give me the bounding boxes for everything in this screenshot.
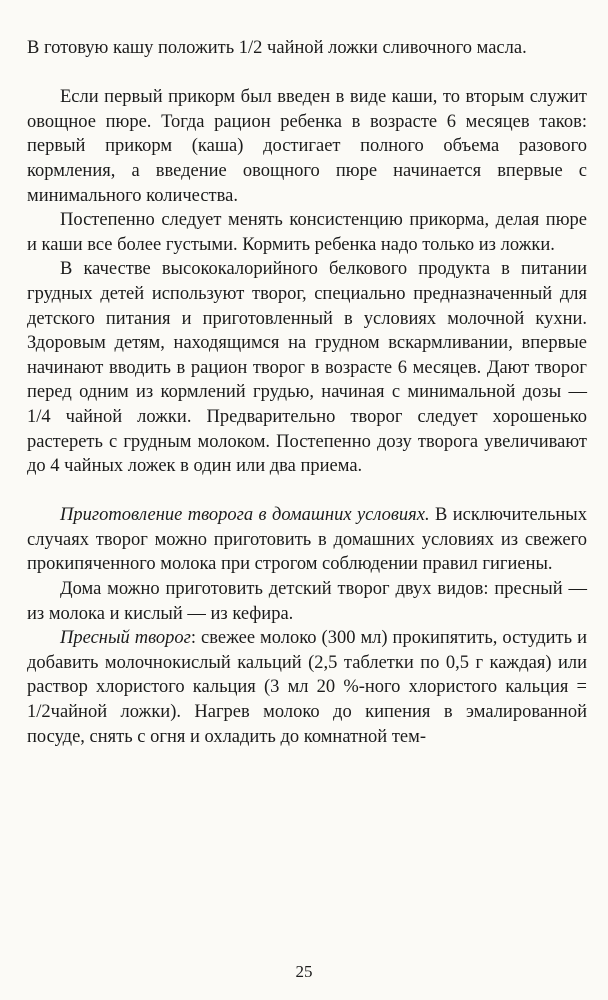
- section-heading-home-cottage-cheese: Приготовление творога в домашних условиях.: [60, 505, 430, 526]
- subheading-fresh-cottage-cheese: Пресный творог: [60, 628, 191, 649]
- paragraph-2: Если первый прикорм был введен в виде каши, то вторым служит овощное пюре. Тогда рацион ребенка в возрасте 6 месяцев таков: первый прикорм (каша) достигает полного объема разового кормления, а введение овощного пюре начинается впервые с минимального количества.: [27, 87, 587, 206]
- paragraph-7: [27, 626, 587, 749]
- paragraph-5: [27, 503, 587, 577]
- paragraph-3: Постепенно следует менять консистенцию прикорма, делая пюре и каши все более густыми. Кормить ребенка надо только из ложки.: [27, 210, 587, 255]
- paragraph-4: В качестве высококалорийного белкового продукта в питании грудных детей используют творог, специально предназначенный для детского питания и приготовленный в условиях молочной кухни. Здоровым детям, находящимся на грудном вскармливании, впервые начинают вводить в рацион творог в возрасте 6 месяцев. Дают творог перед одним из кормлений грудью, начиная с минимальной дозы — 1/4 чайной ложки. Предварительно творог следует хорошенько растереть с грудным молоком. Постепенно дозу творога увеличивают до 4 чайных ложек в один или два приема.: [27, 259, 587, 477]
- paragraph-6: Дома можно приготовить детский творог двух видов: пресный — из молока и кислый — из кефира.: [27, 579, 587, 624]
- paragraph-7-text: : свежее молоко (300 мл) прокипятить, остудить и добавить молочнокислый кальций (2,5 таблетки по 0,5 г каждая) или раствор хлористого кальция (3 мл 20 %-ного хлористого кальция = 1/2чайной ложки). Нагрев молоко до кипения в эмалированной посуде, снять с огня и охладить до комнатной тем-: [27, 628, 587, 747]
- paragraph-5-text: В исключительных случаях творог можно приготовить в домашних условиях из свежего прокипяченного молока при строгом соблюдении правил гигиены.: [27, 505, 587, 575]
- paragraph-1: В готовую кашу положить 1/2 чайной ложки сливочного масла.: [27, 38, 527, 58]
- page-text: [27, 36, 587, 749]
- page-number: 25: [295, 962, 313, 981]
